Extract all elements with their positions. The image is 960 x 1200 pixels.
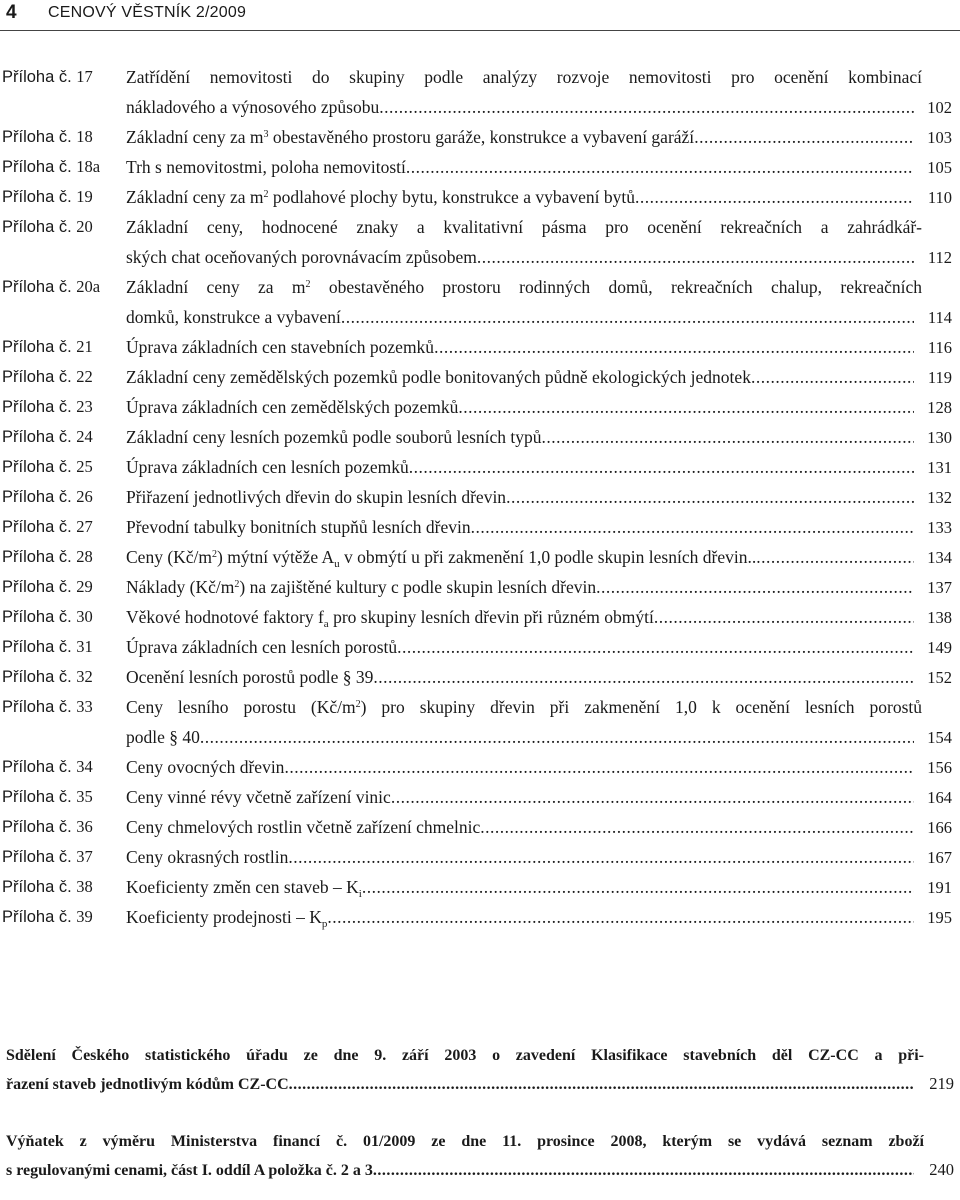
page-ref: 149 bbox=[927, 638, 952, 657]
page-ref: 128 bbox=[927, 398, 952, 417]
toc-entry[interactable] bbox=[0, 272, 960, 332]
header-rule bbox=[0, 30, 960, 31]
toc-entry-title: ských chat oceňovaných porovnávacím způsobem bbox=[126, 247, 477, 267]
dot-leader bbox=[480, 812, 914, 842]
toc-entry-title-line bbox=[126, 122, 952, 152]
toc-entry-body bbox=[126, 122, 952, 152]
dot-leader bbox=[458, 392, 914, 422]
toc-entry-title-line bbox=[126, 242, 952, 272]
toc-entry[interactable] bbox=[0, 482, 960, 512]
toc-entry-title: Úprava základních cen lesních pozemků bbox=[126, 457, 409, 477]
appendix-label: Příloha č. 23 bbox=[2, 397, 93, 416]
toc-entry[interactable] bbox=[0, 422, 960, 452]
appendix-number: 23 bbox=[76, 397, 93, 416]
appendix-label: Příloha č. 31 bbox=[2, 637, 93, 656]
page-ref: 167 bbox=[927, 848, 952, 867]
toc-entry-title: Ceny vinné révy včetně zařízení vinic bbox=[126, 787, 391, 807]
toc-entry-title-line bbox=[126, 422, 952, 452]
toc-entry-body bbox=[126, 572, 952, 602]
appendix-number: 39 bbox=[76, 907, 93, 926]
toc-entry-title-line: Základní ceny, hodnocené znaky a kvalitativní pásma pro ocenění rekreačních a zahrádkář- bbox=[126, 217, 922, 237]
appendix-label: Příloha č. 21 bbox=[2, 337, 93, 356]
toc-entry-body bbox=[126, 872, 952, 902]
toc-entry-title-line bbox=[126, 152, 952, 182]
dot-leader bbox=[373, 1157, 914, 1184]
appendix-label: Příloha č. 18 bbox=[2, 127, 93, 146]
toc-entry[interactable] bbox=[0, 812, 960, 842]
toc-entry-title-line bbox=[126, 902, 952, 932]
page-ref: 195 bbox=[927, 908, 952, 927]
appendix-label: Příloha č. 22 bbox=[2, 367, 93, 386]
toc-entry-title: Ceny $(Kč/m^2)$ mýtní výtěže $A_u$ v obmýtí u při zakmenění 1,0 podle skupin lesních dřevin.. bbox=[126, 547, 757, 570]
toc-entry[interactable] bbox=[0, 452, 960, 482]
page-ref: 166 bbox=[927, 818, 952, 837]
toc-entry[interactable] bbox=[0, 182, 960, 212]
appendix-number: 18 bbox=[76, 127, 93, 146]
notice-title-line bbox=[6, 1156, 954, 1184]
toc-entry-title-line bbox=[126, 332, 952, 362]
toc-entry-body bbox=[126, 212, 952, 272]
appendix-label: Příloha č. 35 bbox=[2, 787, 93, 806]
appendix-label: Příloha č. 34 bbox=[2, 757, 93, 776]
toc-entry-title-line bbox=[126, 302, 952, 332]
appendix-number: 20a bbox=[76, 277, 101, 296]
page-ref: 116 bbox=[927, 338, 952, 357]
toc-entry-body bbox=[126, 272, 952, 332]
appendix-label: Příloha č. 17 bbox=[2, 67, 93, 86]
toc-entry[interactable] bbox=[0, 662, 960, 692]
toc-entry[interactable] bbox=[0, 122, 960, 152]
toc-entry-body bbox=[126, 752, 952, 782]
toc-entry-title-line bbox=[126, 362, 952, 392]
page-ref: 102 bbox=[927, 98, 952, 117]
toc-entry-title-line bbox=[126, 602, 952, 632]
toc-entry-title-line bbox=[126, 512, 952, 542]
toc-entry-title-line bbox=[126, 752, 952, 782]
appendix-label: Příloha č. 20 bbox=[2, 217, 93, 236]
page-ref: 138 bbox=[927, 608, 952, 627]
appendix-number: 34 bbox=[76, 757, 93, 776]
appendix-number: 32 bbox=[76, 667, 93, 686]
appendix-number: 30 bbox=[76, 607, 93, 626]
appendix-label: Příloha č. 18a bbox=[2, 157, 101, 176]
appendix-label: Příloha č. 32 bbox=[2, 667, 93, 686]
notice-title-line: Výňatek z výměru Ministerstva financí č. 01/2009 ze dne 11. prosince 2008, kterým se vydává seznam zboží bbox=[6, 1133, 924, 1150]
page-ref: 156 bbox=[927, 758, 952, 777]
toc-entry-title: Úprava základních cen zemědělských pozemků bbox=[126, 397, 459, 417]
table-of-contents bbox=[0, 62, 960, 932]
toc-entry-title: Ceny ovocných dřevin bbox=[126, 757, 285, 777]
appendix-label: Příloha č. 25 bbox=[2, 457, 93, 476]
page-ref: 191 bbox=[927, 878, 952, 897]
publication-title: CENOVÝ VĚSTNÍK 2/2009 bbox=[48, 4, 247, 21]
notices-list bbox=[0, 1042, 960, 1184]
toc-entry[interactable] bbox=[0, 362, 960, 392]
dot-leader bbox=[373, 662, 914, 692]
appendix-number: 26 bbox=[76, 487, 93, 506]
appendix-number: 29 bbox=[76, 577, 93, 596]
dot-leader bbox=[694, 122, 914, 152]
dot-leader bbox=[327, 902, 914, 932]
toc-entry[interactable] bbox=[0, 542, 960, 572]
appendix-number: 38 bbox=[76, 877, 93, 896]
toc-entry-title: Koeficienty změn cen staveb – $K_i$ bbox=[126, 877, 362, 900]
page-ref: 131 bbox=[927, 458, 952, 477]
page-number: 4 bbox=[6, 2, 17, 23]
page-ref: 219 bbox=[929, 1074, 954, 1093]
notice-title-line: Sdělení Českého statistického úřadu ze dne 9. září 2003 o zavedení Klasifikace stavebních děl CZ-CC a při- bbox=[6, 1047, 924, 1064]
dot-leader bbox=[756, 542, 914, 572]
page-ref: 164 bbox=[927, 788, 952, 807]
toc-entry-body bbox=[126, 842, 952, 872]
toc-entry[interactable] bbox=[0, 902, 960, 932]
appendix-number: 35 bbox=[76, 787, 93, 806]
appendix-label: Příloha č. 28 bbox=[2, 547, 93, 566]
toc-entry[interactable] bbox=[0, 842, 960, 872]
appendix-number: 22 bbox=[76, 367, 93, 386]
toc-entry-title: Základní ceny za $m^3$ obestavěného prostoru garáže, konstrukce a vybavení garáží bbox=[126, 127, 695, 147]
toc-entry-title: Ceny okrasných rostlin bbox=[126, 847, 289, 867]
toc-entry-body bbox=[126, 332, 952, 362]
appendix-number: 17 bbox=[76, 67, 93, 86]
toc-entry-body bbox=[126, 662, 952, 692]
toc-entry-body bbox=[126, 62, 952, 122]
toc-entry-title-line bbox=[126, 782, 952, 812]
page-ref: 133 bbox=[927, 518, 952, 537]
toc-entry-title: Náklady $(Kč/m^2)$ na zajištěné kultury c podle skupin lesních dřevin bbox=[126, 577, 597, 597]
toc-entry[interactable] bbox=[0, 512, 960, 542]
toc-entry-body bbox=[126, 152, 952, 182]
page-ref: 114 bbox=[927, 308, 952, 327]
notice-entry[interactable] bbox=[6, 1042, 954, 1098]
toc-entry-body bbox=[126, 632, 952, 662]
appendix-label: Příloha č. 33 bbox=[2, 697, 93, 716]
toc-entry-title-line: Základní ceny za $m^2$ obestavěného prostoru rodinných domů, rekreačních chalup, rekreačních bbox=[126, 277, 922, 297]
toc-entry-title-line bbox=[126, 632, 952, 662]
toc-entry-title-line bbox=[126, 572, 952, 602]
toc-entry-title: Přiřazení jednotlivých dřevin do skupin lesních dřevin bbox=[126, 487, 507, 507]
toc-entry-title: domků, konstrukce a vybavení bbox=[126, 307, 341, 327]
toc-entry-title-line bbox=[126, 722, 952, 752]
notice-entry[interactable] bbox=[6, 1128, 954, 1184]
page-ref: 119 bbox=[927, 368, 952, 387]
appendix-label: Příloha č. 29 bbox=[2, 577, 93, 596]
appendix-number: 21 bbox=[76, 337, 93, 356]
toc-entry[interactable] bbox=[0, 572, 960, 602]
toc-entry-title: podle § 40 bbox=[126, 727, 200, 747]
dot-leader bbox=[341, 302, 914, 332]
dot-leader bbox=[471, 512, 914, 542]
appendix-number: 18a bbox=[76, 157, 101, 176]
page-ref: 240 bbox=[929, 1160, 954, 1179]
page-ref: 110 bbox=[927, 188, 952, 207]
toc-entry-title: Základní ceny za $m^2$ podlahové plochy bytu, konstrukce a vybavení bytů bbox=[126, 187, 635, 207]
toc-entry-title-line: Ceny lesního porostu $(Kč/m^2)$ pro skupiny dřevin při zakmenění 1,0 k ocenění lesních porostů bbox=[126, 697, 922, 717]
appendix-number: 28 bbox=[76, 547, 93, 566]
dot-leader bbox=[751, 362, 914, 392]
dot-leader bbox=[654, 602, 914, 632]
dot-leader bbox=[477, 242, 914, 272]
page-ref: 132 bbox=[927, 488, 952, 507]
toc-entry-body bbox=[126, 512, 952, 542]
dot-leader bbox=[596, 572, 914, 602]
notice-title-line bbox=[6, 1070, 954, 1098]
toc-entry[interactable] bbox=[0, 212, 960, 272]
toc-entry-title: Úprava základních cen stavebních pozemků bbox=[126, 337, 435, 357]
dot-leader bbox=[379, 92, 914, 122]
appendix-number: 27 bbox=[76, 517, 93, 536]
appendix-label: Příloha č. 30 bbox=[2, 607, 93, 626]
toc-entry-title-line bbox=[126, 182, 952, 212]
appendix-label: Příloha č. 24 bbox=[2, 427, 93, 446]
dot-leader bbox=[397, 632, 914, 662]
toc-entry-title-line: Zatřídění nemovitosti do skupiny podle analýzy rozvoje nemovitosti pro ocenění kombinací bbox=[126, 67, 922, 87]
dot-leader bbox=[362, 872, 914, 902]
appendix-label: Příloha č. 27 bbox=[2, 517, 93, 536]
toc-entry-body bbox=[126, 422, 952, 452]
toc-entry-title-line bbox=[126, 452, 952, 482]
appendix-label: Příloha č. 38 bbox=[2, 877, 93, 896]
toc-entry-title: Základní ceny lesních pozemků podle souborů lesních typů bbox=[126, 427, 542, 447]
page-header bbox=[0, 0, 960, 30]
page-ref: 154 bbox=[927, 728, 952, 747]
toc-entry-title-line bbox=[126, 482, 952, 512]
dot-leader bbox=[434, 332, 914, 362]
toc-entry-title: nákladového a výnosového způsobu bbox=[126, 97, 380, 117]
page-ref: 103 bbox=[927, 128, 952, 147]
toc-entry-body bbox=[126, 392, 952, 422]
page-ref: 130 bbox=[927, 428, 952, 447]
page-ref: 105 bbox=[927, 158, 952, 177]
notice-title: s regulovanými cenami, část I. oddíl A položka č. 2 a 3 bbox=[6, 1162, 373, 1179]
toc-entry[interactable] bbox=[0, 692, 960, 752]
toc-entry-body bbox=[126, 602, 952, 632]
appendix-label: Příloha č. 26 bbox=[2, 487, 93, 506]
toc-entry-title: Věkové hodnotové faktory $f_a$ pro skupiny lesních dřevin při různém obmýtí bbox=[126, 607, 654, 630]
toc-entry-body bbox=[126, 182, 952, 212]
toc-entry[interactable] bbox=[0, 872, 960, 902]
toc-entry-body bbox=[126, 452, 952, 482]
toc-entry[interactable] bbox=[0, 332, 960, 362]
appendix-label: Příloha č. 39 bbox=[2, 907, 93, 926]
dot-leader bbox=[289, 1071, 914, 1098]
toc-entry-title: Ceny chmelových rostlin včetně zařízení chmelnic bbox=[126, 817, 481, 837]
appendix-label: Příloha č. 36 bbox=[2, 817, 93, 836]
toc-entry-body bbox=[126, 482, 952, 512]
appendix-number: 25 bbox=[76, 457, 93, 476]
toc-entry-title-line bbox=[126, 542, 952, 572]
dot-leader bbox=[542, 422, 914, 452]
toc-entry[interactable] bbox=[0, 62, 960, 122]
dot-leader bbox=[288, 842, 914, 872]
page-ref: 112 bbox=[927, 248, 952, 267]
toc-entry-body bbox=[126, 362, 952, 392]
appendix-number: 31 bbox=[76, 637, 93, 656]
toc-entry-title: Ocenění lesních porostů podle § 39 bbox=[126, 667, 374, 687]
appendix-number: 19 bbox=[76, 187, 93, 206]
appendix-number: 20 bbox=[76, 217, 93, 236]
dot-leader bbox=[409, 452, 914, 482]
toc-entry-title-line bbox=[126, 662, 952, 692]
toc-entry-body bbox=[126, 782, 952, 812]
appendix-number: 24 bbox=[76, 427, 93, 446]
toc-entry[interactable] bbox=[0, 782, 960, 812]
dot-leader bbox=[635, 182, 914, 212]
toc-entry-title: Trh s nemovitostmi, poloha nemovitostí bbox=[126, 157, 406, 177]
toc-entry[interactable] bbox=[0, 752, 960, 782]
toc-entry[interactable] bbox=[0, 392, 960, 422]
page-ref: 134 bbox=[927, 548, 952, 567]
page-ref: 152 bbox=[927, 668, 952, 687]
appendix-label: Příloha č. 37 bbox=[2, 847, 93, 866]
toc-entry[interactable] bbox=[0, 602, 960, 632]
toc-entry[interactable] bbox=[0, 632, 960, 662]
toc-entry-title-line bbox=[126, 842, 952, 872]
appendix-number: 37 bbox=[76, 847, 93, 866]
appendix-number: 33 bbox=[76, 697, 93, 716]
toc-entry-body bbox=[126, 542, 952, 572]
toc-entry-body bbox=[126, 692, 952, 752]
toc-entry-title: Převodní tabulky bonitních stupňů lesních dřevin bbox=[126, 517, 471, 537]
dot-leader bbox=[406, 152, 914, 182]
dot-leader bbox=[391, 782, 914, 812]
dot-leader bbox=[506, 482, 914, 512]
toc-entry-title-line bbox=[126, 92, 952, 122]
appendix-label: Příloha č. 19 bbox=[2, 187, 93, 206]
toc-entry-body bbox=[126, 902, 952, 932]
toc-entry-body bbox=[126, 812, 952, 842]
dot-leader bbox=[200, 722, 914, 752]
toc-entry-title: Úprava základních cen lesních porostů bbox=[126, 637, 398, 657]
dot-leader bbox=[284, 752, 914, 782]
toc-entry-title-line bbox=[126, 392, 952, 422]
appendix-number: 36 bbox=[76, 817, 93, 836]
toc-entry-title: Základní ceny zemědělských pozemků podle bonitovaných půdně ekologických jednotek bbox=[126, 367, 751, 387]
toc-entry-title-line bbox=[126, 872, 952, 902]
toc-entry[interactable] bbox=[0, 152, 960, 182]
page-ref: 137 bbox=[927, 578, 952, 597]
toc-entry-title: Koeficienty prodejnosti – $K_p$ bbox=[126, 907, 328, 930]
notice-title: řazení staveb jednotlivým kódům CZ-CC bbox=[6, 1076, 289, 1093]
appendix-label: Příloha č. 20a bbox=[2, 277, 101, 296]
toc-entry-title-line bbox=[126, 812, 952, 842]
